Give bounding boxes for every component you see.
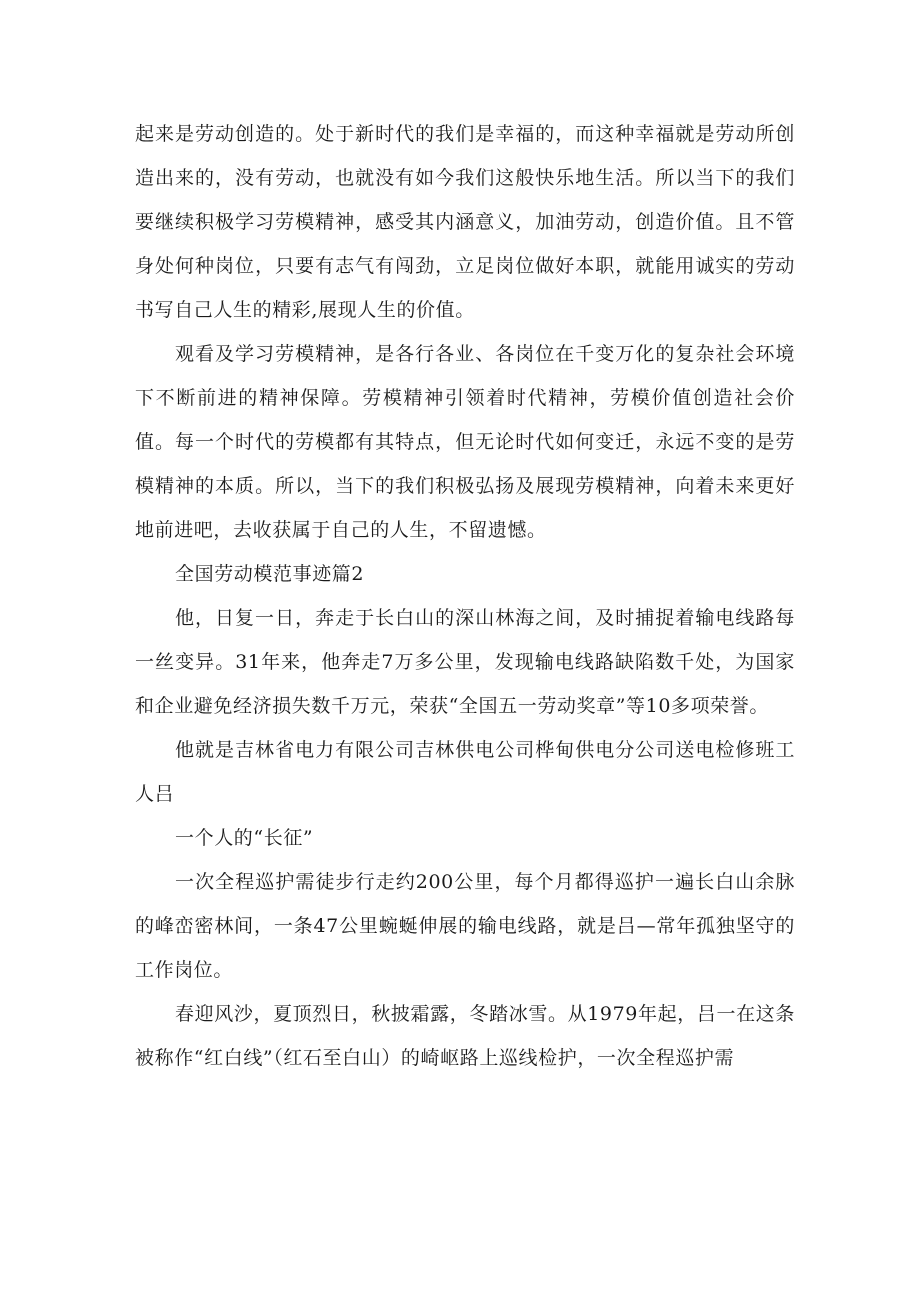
paragraph-6: 春迎风沙，夏顶烈日，秋披霜露，冬踏冰雪。从1979年起，吕一在这条被称作“红白线”（红石至白山）的崎岖路上巡线检护，一次全程巡护需 [135,1003,795,1069]
paragraph-3: 他，日复一日，奔走于长白山的深山林海之间，及时捕捉着输电线路每一丝变异。31年来，他奔走7万多公里，发现输电线路缺陷数千处，为国家和企业避免经济损失数千万元，荣获“全国五一劳动奖章”等10多项荣誉。 [135,607,795,717]
paragraph-2: 观看及学习劳模精神，是各行各业、各岗位在千变万化的复杂社会环境下不断前进的精神保障。劳模精神引领着时代精神，劳模价值创造社会价值。每一个时代的劳模都有其特点，但无论时代如何变迁，永远不变的是劳模精神的本质。所以，当下的我们积极弘扬及展现劳模精神，向着未来更好地前进吧，去收获属于自己的人生，不留遗憾。 [135,343,795,541]
paragraph-5: 一次全程巡护需徒步行走约200公里，每个月都得巡护一遍长白山余脉的峰峦密林间，一条47公里蜿蜒伸展的输电线路，就是吕—常年孤独坚守的工作岗位。 [135,871,795,981]
subheading-long-march: 一个人的“长征” [175,827,314,849]
section-heading: 全国劳动模范事迹篇2 [175,563,365,585]
paragraph-4: 他就是吉林省电力有限公司吉林供电公司桦甸供电分公司送电检修班工人吕 [135,739,795,805]
document-body [135,112,795,1080]
paragraph-1: 起来是劳动创造的。处于新时代的我们是幸福的，而这种幸福就是劳动所创造出来的，没有劳动，也就没有如今我们这般快乐地生活。所以当下的我们要继续积极学习劳模精神，感受其内涵意义，加油劳动，创造价值。且不管身处何种岗位，只要有志气有闯劲，立足岗位做好本职，就能用诚实的劳动书写自己人生的精彩,展现人生的价值。 [135,123,795,321]
